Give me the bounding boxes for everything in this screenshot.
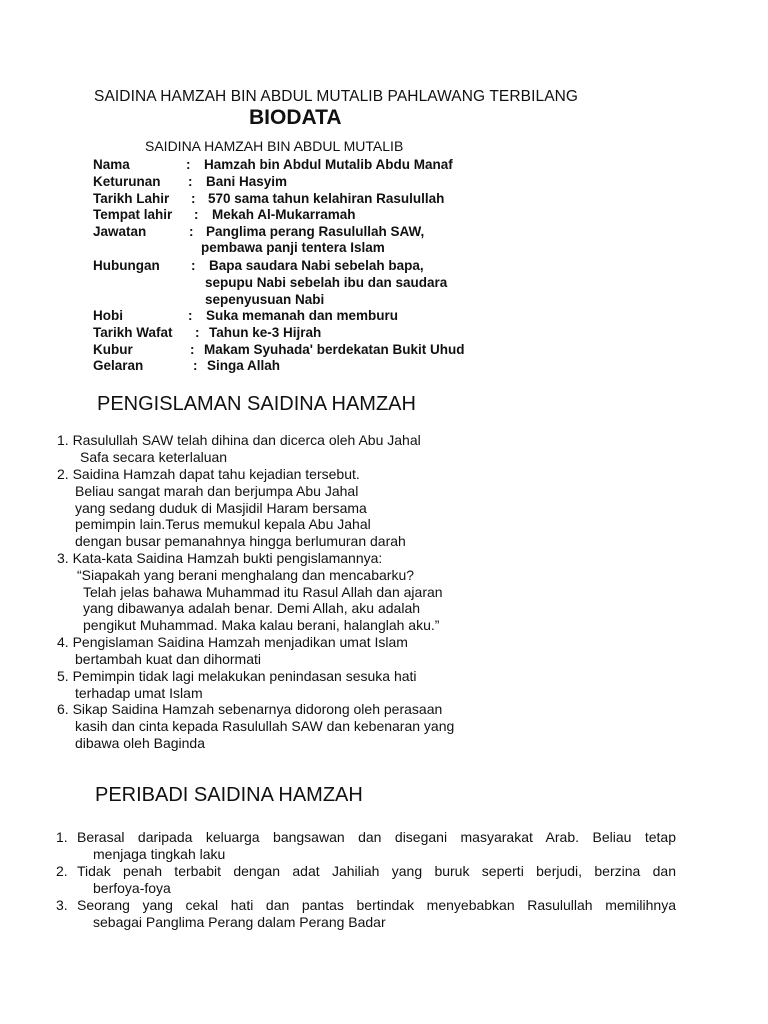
bio-label-tarikh-wafat: Tarikh Wafat <box>93 325 173 340</box>
bio-label-nama: Nama <box>93 157 130 172</box>
list-item-text: Tidak penah terbabit dengan adat Jahiliah yang buruk seperti berjudi, berzina dan <box>77 863 676 879</box>
list-line: 2. Saidina Hamzah dapat tahu kejadian tersebut. <box>57 466 360 482</box>
bio-value-hobi: Suka memanah dan memburu <box>206 308 399 323</box>
bio-sep: : <box>195 325 200 340</box>
bio-value-tempat-lahir: Mekah Al-Mukarramah <box>212 207 356 222</box>
list-item <box>56 863 676 897</box>
name-heading: SAIDINA HAMZAH BIN ABDUL MUTALIB <box>145 138 404 154</box>
list-line: pengikut Muhammad. Maka kalau berani, halanglah aku.” <box>83 617 440 633</box>
list-line: Beliau sangat marah dan berjumpa Abu Jahal <box>75 483 359 499</box>
bio-sep: : <box>193 358 198 373</box>
bio-label-kubur: Kubur <box>93 342 133 357</box>
section-heading-pengislaman: PENGISLAMAN SAIDINA HAMZAH <box>97 393 416 415</box>
bio-value-hubungan: sepenyusuan Nabi <box>205 292 325 307</box>
list-item-number: 3. <box>56 897 68 913</box>
list-line: terhadap umat Islam <box>75 685 203 701</box>
list-line: dibawa oleh Baginda <box>75 735 205 751</box>
list-line: yang dibawanya adalah benar. Demi Allah, aku adalah <box>83 600 421 616</box>
bio-value-nama: Hamzah bin Abdul Mutalib Abdu Manaf <box>204 157 453 172</box>
list-line: dengan busar pemanahnya hingga berlumuran darah <box>75 533 406 549</box>
list-line: 4. Pengislaman Saidina Hamzah menjadikan umat Islam <box>57 634 408 650</box>
list-item-text: berfoya-foya <box>93 880 171 896</box>
peribadi-list <box>56 829 676 931</box>
bio-value-tarikh-lahir: 570 sama tahun kelahiran Rasulullah <box>208 191 445 206</box>
bio-label-keturunan: Keturunan <box>93 174 161 189</box>
list-line: bertambah kuat dan dihormati <box>75 651 261 667</box>
bio-value-tarikh-wafat: Tahun ke-3 Hijrah <box>209 325 322 340</box>
bio-value-hubungan: sepupu Nabi sebelah ibu dan saudara <box>205 275 448 290</box>
list-item <box>56 829 676 863</box>
list-line: pemimpin lain.Terus memukul kepala Abu Jahal <box>75 516 371 532</box>
bio-sep: : <box>190 342 195 357</box>
bio-value-kubur: Makam Syuhada' berdekatan Bukit Uhud <box>204 342 465 357</box>
bio-sep: : <box>194 207 199 222</box>
list-item-text: Seorang yang cekal hati dan pantas bertindak menyebabkan Rasulullah memilihnya <box>77 897 676 913</box>
bio-sep: : <box>188 174 193 189</box>
list-line: “Siapakah yang berani menghalang dan mencabarku? <box>77 567 415 583</box>
list-line: Safa secara keterlaluan <box>80 449 228 465</box>
list-line: Telah jelas bahawa Muhammad itu Rasul Allah dan ajaran <box>83 584 443 600</box>
bio-value-gelaran: Singa Allah <box>207 358 281 373</box>
list-line: kasih dan cinta kepada Rasulullah SAW dan kebenaran yang <box>75 718 455 734</box>
list-item-number: 1. <box>56 829 68 845</box>
bio-sep: : <box>188 308 193 323</box>
list-line: 3. Kata-kata Saidina Hamzah bukti pengislamannya: <box>57 550 383 566</box>
bio-sep: : <box>186 157 191 172</box>
bio-sep: : <box>191 258 196 273</box>
list-item-number: 2. <box>56 863 68 879</box>
bio-label-tarikh-lahir: Tarikh Lahir <box>93 191 170 206</box>
bio-value-jawatan: pembawa panji tentera Islam <box>201 240 385 255</box>
list-item <box>56 897 676 931</box>
bio-label-hubungan: Hubungan <box>93 258 160 273</box>
list-item-text: Berasal daripada keluarga bangsawan dan disegani masyarakat Arab. Beliau tetap <box>77 829 676 845</box>
bio-value-jawatan: Panglima perang Rasulullah SAW, <box>206 224 425 239</box>
list-line: 1. Rasulullah SAW telah dihina dan dicerca oleh Abu Jahal <box>57 432 421 448</box>
bio-label-hobi: Hobi <box>93 308 123 323</box>
document-title: SAIDINA HAMZAH BIN ABDUL MUTALIB PAHLAWANG TERBILANG <box>94 88 579 105</box>
list-item-text: menjaga tingkah laku <box>93 846 226 862</box>
bio-value-keturunan: Bani Hasyim <box>206 174 288 189</box>
bio-value-hubungan: Bapa saudara Nabi sebelah bapa, <box>209 258 424 273</box>
list-line: yang sedang duduk di Masjidil Haram bersama <box>75 500 367 516</box>
list-item-text: sebagai Panglima Perang dalam Perang Badar <box>93 914 386 930</box>
bio-label-tempat-lahir: Tempat lahir <box>93 207 173 222</box>
bio-label-gelaran: Gelaran <box>93 358 144 373</box>
list-line: 5. Pemimpin tidak lagi melakukan penindasan sesuka hati <box>57 668 417 684</box>
biodata-heading: BIODATA <box>249 106 342 129</box>
bio-label-jawatan: Jawatan <box>93 224 147 239</box>
bio-sep: : <box>191 191 196 206</box>
list-line: 6. Sikap Saidina Hamzah sebenarnya didorong oleh perasaan <box>57 701 443 717</box>
bio-sep: : <box>189 224 194 239</box>
section-heading-peribadi: PERIBADI SAIDINA HAMZAH <box>95 784 363 806</box>
